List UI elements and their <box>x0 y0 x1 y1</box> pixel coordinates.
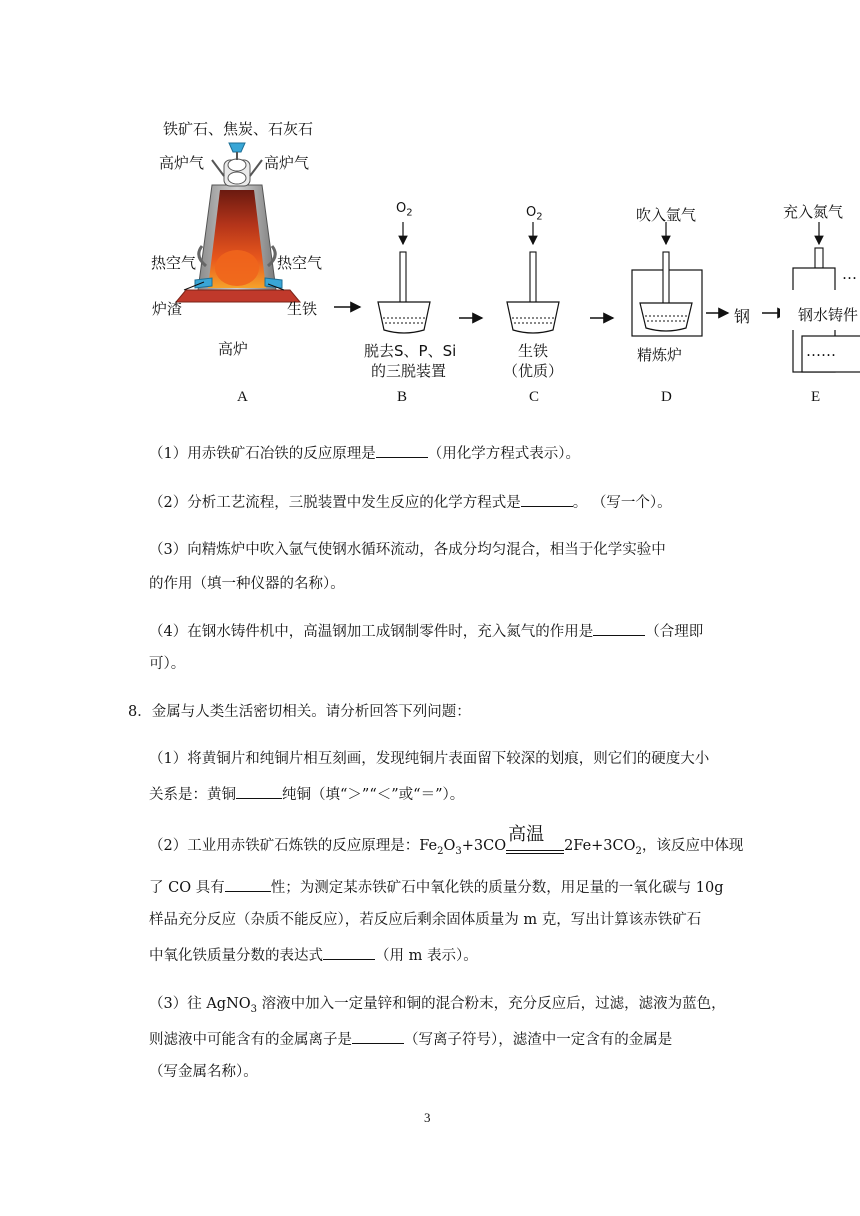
furnace-input-label: 铁矿石、焦炭、石灰石 <box>163 120 314 138</box>
device-b-label-1: 脱去S、P、Si <box>364 342 457 360</box>
argon-label: 吹入氩气 <box>636 206 697 224</box>
q8-part3-line2: 则滤液中可能含有的金属离子是 （写离子符号），滤渣中一定含有的金属是 <box>149 1028 672 1050</box>
q7-part4-line2: 可）。 <box>149 656 186 672</box>
q8-part1-line2: 关系是：黄铜 纯铜（填“＞”“＜”或“＝”）。 <box>149 783 464 805</box>
q8-title: 8．金属与人类生活密切相关。请分析回答下列问题： <box>128 704 471 720</box>
hot-air-left-label: 热空气 <box>151 254 197 272</box>
o2-label-c: $O_2$ <box>526 205 543 223</box>
answer-blank[interactable] <box>593 620 645 636</box>
q8-part2-line3: 样品充分反应（杂质不能反应），若反应后剩余固体质量为 m 克，写出计算该赤铁矿石 <box>149 912 702 928</box>
caption-a: A <box>237 389 248 405</box>
q7-part1: （1）用赤铁矿石冶铁的反应原理是 （用化学方程式表示）。 <box>149 442 580 464</box>
casting-dots-2: …… <box>806 342 836 360</box>
device-b-label-2: 的三脱装置 <box>371 362 447 380</box>
answer-blank[interactable] <box>323 944 375 960</box>
nitrogen-label: 充入氮气 <box>783 203 844 221</box>
three-removal-device <box>378 222 430 333</box>
casting-dots-1: … <box>842 265 857 283</box>
q7-part3-line1: （3）向精炼炉中吹入氩气使钢水循环流动，各成分均匀混合，相当于化学实验中 <box>149 542 666 558</box>
q8-part2-line4: 中氧化铁质量分数的表达式 （用 m 表示）。 <box>149 944 478 966</box>
device-c-label-1: 生铁 <box>518 342 549 360</box>
page-number: 3 <box>424 1110 431 1125</box>
q8-part2-line1: （2）工业用赤铁矿石炼铁的反应原理是：$Fe_2O_3+3CO$ 高温 $2Fe+3CO_2$，该反应中体现 <box>149 836 743 862</box>
answer-blank[interactable] <box>225 876 271 892</box>
answer-blank[interactable] <box>352 1028 404 1044</box>
caption-d: D <box>661 389 672 405</box>
pig-iron-label: 生铁 <box>287 300 318 318</box>
slag-label: 炉渣 <box>152 300 183 318</box>
refining-furnace <box>632 222 702 336</box>
process-flow-figure <box>0 0 860 420</box>
steel-label: 钢 <box>734 307 751 326</box>
q8-part2-line2: 了 CO 具有 性；为测定某赤铁矿石中氧化铁的质量分数，用足量的一氧化碳与 10g <box>149 876 724 898</box>
casting-label: 钢水铸件 <box>798 306 859 324</box>
pig-iron-device <box>507 222 559 333</box>
q7-part2: （2）分析工艺流程，三脱装置中发生反应的化学方程式是 。 （写一个）。 <box>149 491 672 513</box>
answer-blank[interactable] <box>236 783 282 799</box>
furnace-name-label: 高炉 <box>218 340 249 358</box>
caption-e: E <box>811 389 821 405</box>
q8-part3-line1: （3）往 AgNO$_3$ 溶液中加入一定量锌和铜的混合粉末，充分反应后，过滤，滤液为蓝色， <box>149 996 726 1015</box>
furnace-gas-left-label: 高炉气 <box>159 154 205 172</box>
q7-part4: （4）在钢水铸件机中，高温钢加工成钢制零件时，充入氮气的作用是 （合理即 <box>149 620 703 642</box>
answer-blank[interactable] <box>521 491 573 507</box>
device-c-label-2: （优质） <box>503 362 564 380</box>
hot-air-right-label: 热空气 <box>277 254 323 272</box>
q7-part3-line2: 的作用（填一种仪器的名称）。 <box>149 576 345 592</box>
q8-part3-line3: （写金属名称）。 <box>149 1064 258 1080</box>
furnace-gas-right-label: 高炉气 <box>264 154 310 172</box>
refining-furnace-label: 精炼炉 <box>637 346 683 364</box>
reaction-condition: 高温 <box>506 842 564 862</box>
answer-blank[interactable] <box>376 442 428 458</box>
caption-c: C <box>529 389 540 405</box>
q8-part1-line1: （1）将黄铜片和纯铜片相互刻画，发现纯铜片表面留下较深的划痕，则它们的硬度大小 <box>149 751 710 767</box>
o2-label-b: $O_2$ <box>396 201 413 219</box>
caption-b: B <box>397 389 408 405</box>
